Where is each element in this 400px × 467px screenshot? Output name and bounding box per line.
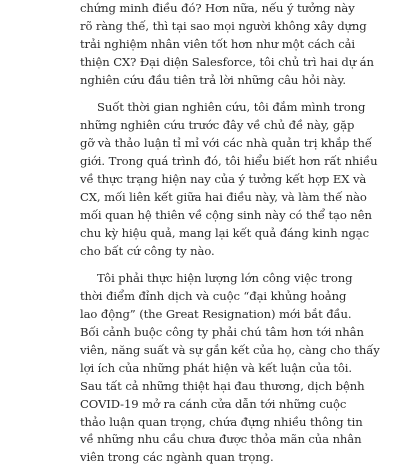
text-line: về những nhu cầu chưa được thỏa mãn của nhân [80, 432, 362, 447]
paragraph-2 [80, 99, 378, 260]
text-line: Sau tất cả những thiệt hại đau thương, dịch bệnh [80, 378, 365, 393]
text-line: CX, mối liên kết giữa hai điều này, và làm thế nào [80, 189, 367, 204]
text-line: viên, năng suất và sự gắn kết của họ, càng cho thấy [80, 343, 380, 358]
body-text [80, 0, 380, 467]
text-line: COVID-19 mở ra cánh cửa dẫn tới những cuộc [80, 396, 347, 411]
text-line: mối quan hệ thiên về cộng sinh này có thể tạo nên [80, 207, 372, 222]
paragraph-spacer [80, 260, 340, 270]
text-line: thời điểm đỉnh dịch và cuộc “đại khủng hoảng [80, 289, 347, 304]
text-line: gỡ và thảo luận tỉ mỉ với các nhà quản trị khắp thế [80, 136, 372, 151]
text-line: giới. Trong quá trình đó, tôi hiểu biết hơn rất nhiều [80, 154, 378, 169]
text-line: nghiên cứu đầu tiên trả lời những câu hỏi này. [80, 72, 346, 87]
text-line: về thực trạng hiện nay của ý tưởng kết hợp EX và [80, 172, 367, 187]
text-line: thiện CX? Đại diện Salesforce, tôi chủ trì hai dự án [80, 54, 374, 69]
text-line: viên trong các ngành quan trọng. [80, 450, 274, 465]
paragraph-1 [80, 0, 374, 89]
text-line: cho bất cứ công ty nào. [80, 243, 215, 258]
text-line: Suốt thời gian nghiên cứu, tôi đắm mình trong [97, 100, 366, 115]
text-line: chứng minh điều đó? Hơn nữa, nếu ý tưởng này [80, 1, 355, 15]
text-line: trải nghiệm nhân viên tốt hơn như một cách cải [80, 36, 356, 51]
text-line: lợi ích của những phát hiện và kết luận của tôi. [80, 360, 352, 375]
text-line: chu kỳ hiệu quả, mang lại kết quả đáng kinh ngạc [80, 225, 369, 240]
paragraph-spacer [80, 89, 340, 99]
text-line: những nghiên cứu trước đây về chủ đề này, gặp [80, 118, 355, 133]
paragraph-3 [80, 270, 380, 467]
text-line: Tôi phải thực hiện lượng lớn công việc trong [97, 271, 353, 286]
text-line: Bối cảnh buộc công ty phải chú tâm hơn tới nhân [80, 325, 364, 340]
text-line: rõ ràng thế, thì tại sao mọi người không xây dựng [80, 18, 367, 33]
text-line: thảo luận quan trọng, chứa đựng nhiều thông tin [80, 414, 363, 429]
text-line: lao động” (the Great Resignation) mới bắt đầu. [80, 307, 352, 322]
